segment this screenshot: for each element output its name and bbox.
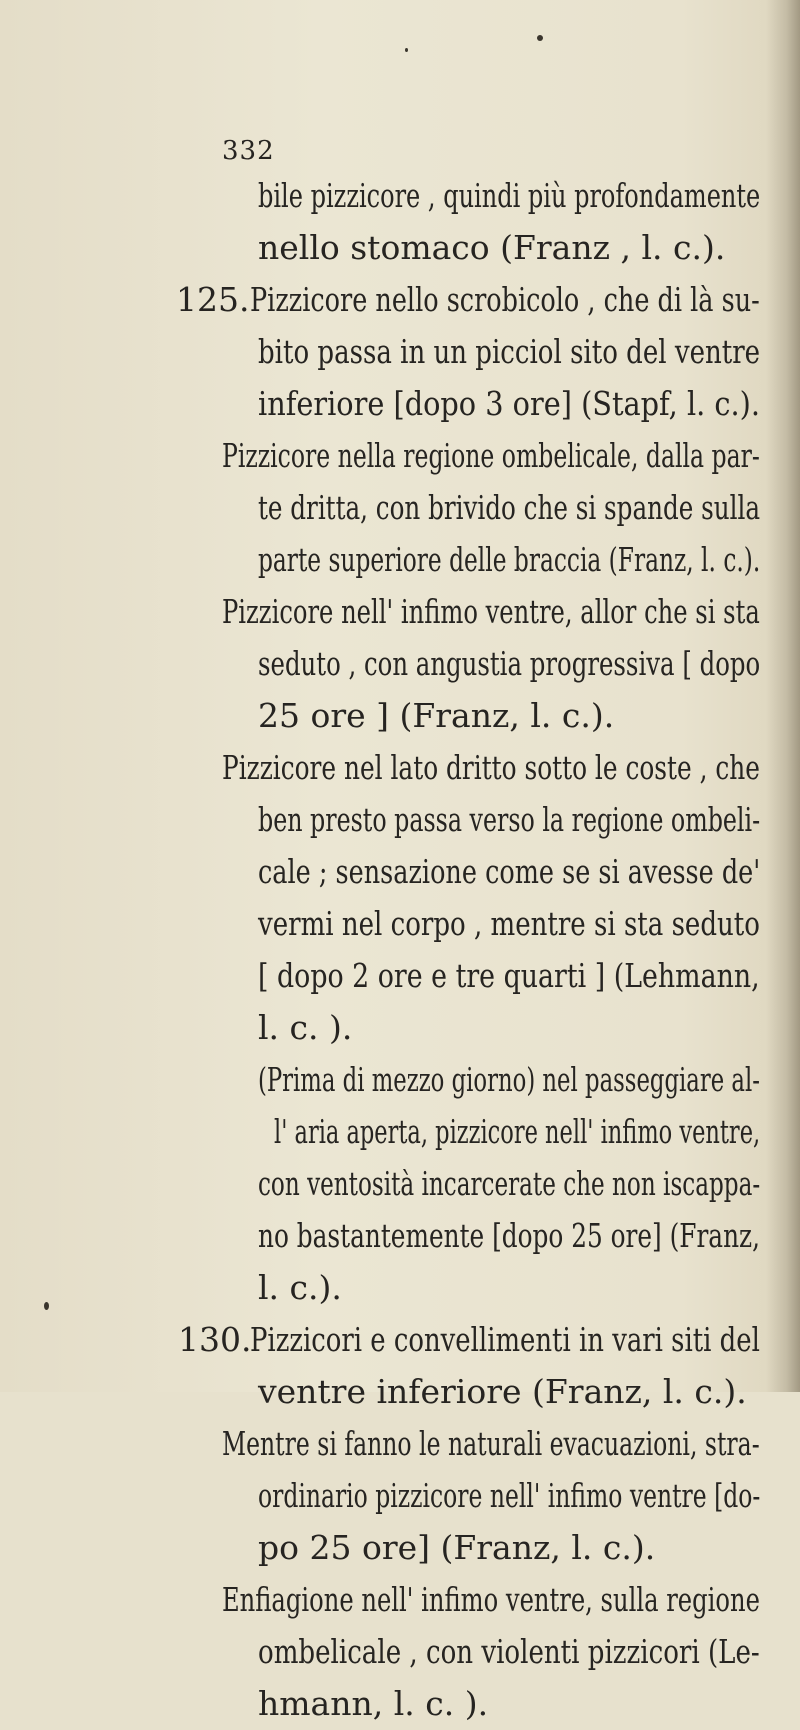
- text-line: [0, 586, 800, 638]
- text-line: [0, 1210, 800, 1262]
- paper-speck: [405, 48, 408, 52]
- text-line: [0, 1574, 800, 1626]
- text-line: [0, 378, 800, 430]
- page-text: [0, 170, 800, 1730]
- line-text: (Prima di mezzo giorno) nel passeggiare al-: [258, 1060, 760, 1099]
- text-line: [0, 1678, 800, 1730]
- line-text: inferiore [dopo 3 ore] (Stapf, l. c.).: [258, 384, 760, 423]
- entry-number: 125.: [176, 280, 250, 319]
- line-text: l. c. ).: [258, 1008, 353, 1047]
- text-line: [0, 950, 800, 1002]
- text-line: [0, 274, 800, 326]
- text-line: [0, 638, 800, 690]
- text-line: [0, 898, 800, 950]
- line-text: nello stomaco (Franz , l. c.).: [258, 228, 726, 267]
- text-line: [0, 1054, 800, 1106]
- line-text: ombelicale , con violenti pizzicori (Le-: [258, 1632, 760, 1671]
- line-text: seduto , con angustia progressiva [ dopo: [258, 644, 761, 683]
- line-text: cale ; sensazione come se si avesse de': [258, 852, 761, 891]
- line-text: ventre inferiore (Franz, l. c.).: [258, 1372, 747, 1411]
- line-text: no bastantemente [dopo 25 ore] (Franz,: [258, 1216, 760, 1255]
- line-text: con ventosità incarcerate che non iscappa-: [258, 1164, 761, 1203]
- text-line: [0, 534, 800, 586]
- text-line: [0, 482, 800, 534]
- line-text: parte superiore delle braccia (Franz, l. c.).: [258, 540, 761, 579]
- line-text: po 25 ore] (Franz, l. c.).: [258, 1528, 656, 1567]
- line-text: Pizzicore nella regione ombelicale, dalla par-: [222, 436, 760, 475]
- text-line: [0, 326, 800, 378]
- line-text: l. c.).: [258, 1268, 342, 1307]
- line-text: 25 ore ] (Franz, l. c.).: [258, 696, 615, 735]
- page-number: 332: [222, 136, 275, 166]
- paper-speck: [537, 35, 543, 41]
- line-text: Enfiagione nell' infimo ventre, sulla regione: [222, 1580, 760, 1619]
- line-text: ordinario pizzicore nell' infimo ventre [do-: [258, 1476, 761, 1515]
- text-line: [0, 1418, 800, 1470]
- line-text: Pizzicore nell' infimo ventre, allor che si sta: [222, 592, 760, 631]
- text-line: [0, 1262, 800, 1314]
- line-text: l' aria aperta, pizzicore nell' infimo ventre,: [274, 1112, 761, 1151]
- text-line: [0, 1366, 800, 1418]
- line-text: te dritta, con brivido che si spande sulla: [258, 488, 761, 527]
- text-line: [0, 1470, 800, 1522]
- line-text: bito passa in un picciol sito del ventre: [258, 332, 761, 371]
- line-text: Pizzicore nel lato dritto sotto le coste , che: [222, 748, 760, 787]
- text-line: [0, 1158, 800, 1210]
- text-line: [0, 690, 800, 742]
- line-text: bile pizzicore , quindi più profondamente: [258, 176, 761, 215]
- line-text: [ dopo 2 ore e tre quarti ] (Lehmann,: [258, 956, 760, 995]
- text-line: [0, 1522, 800, 1574]
- text-line: [0, 1626, 800, 1678]
- text-line: [0, 430, 800, 482]
- text-line: [0, 170, 800, 222]
- line-text: Pizzicori e convellimenti in vari siti del: [250, 1320, 760, 1359]
- line-text: Pizzicore nello scrobicolo , che di là su-: [250, 280, 760, 319]
- line-text: Mentre si fanno le naturali evacuazioni, stra-: [222, 1424, 760, 1463]
- line-text: hmann, l. c. ).: [258, 1684, 489, 1723]
- text-line: [0, 1314, 800, 1366]
- line-text: vermi nel corpo , mentre si sta seduto: [258, 904, 760, 943]
- text-line: [0, 742, 800, 794]
- entry-number: 130.: [178, 1320, 252, 1359]
- line-text: ben presto passa verso la regione ombeli-: [258, 800, 761, 839]
- text-line: [0, 1106, 800, 1158]
- text-line: [0, 222, 800, 274]
- text-line: [0, 1002, 800, 1054]
- text-line: [0, 846, 800, 898]
- text-line: [0, 794, 800, 846]
